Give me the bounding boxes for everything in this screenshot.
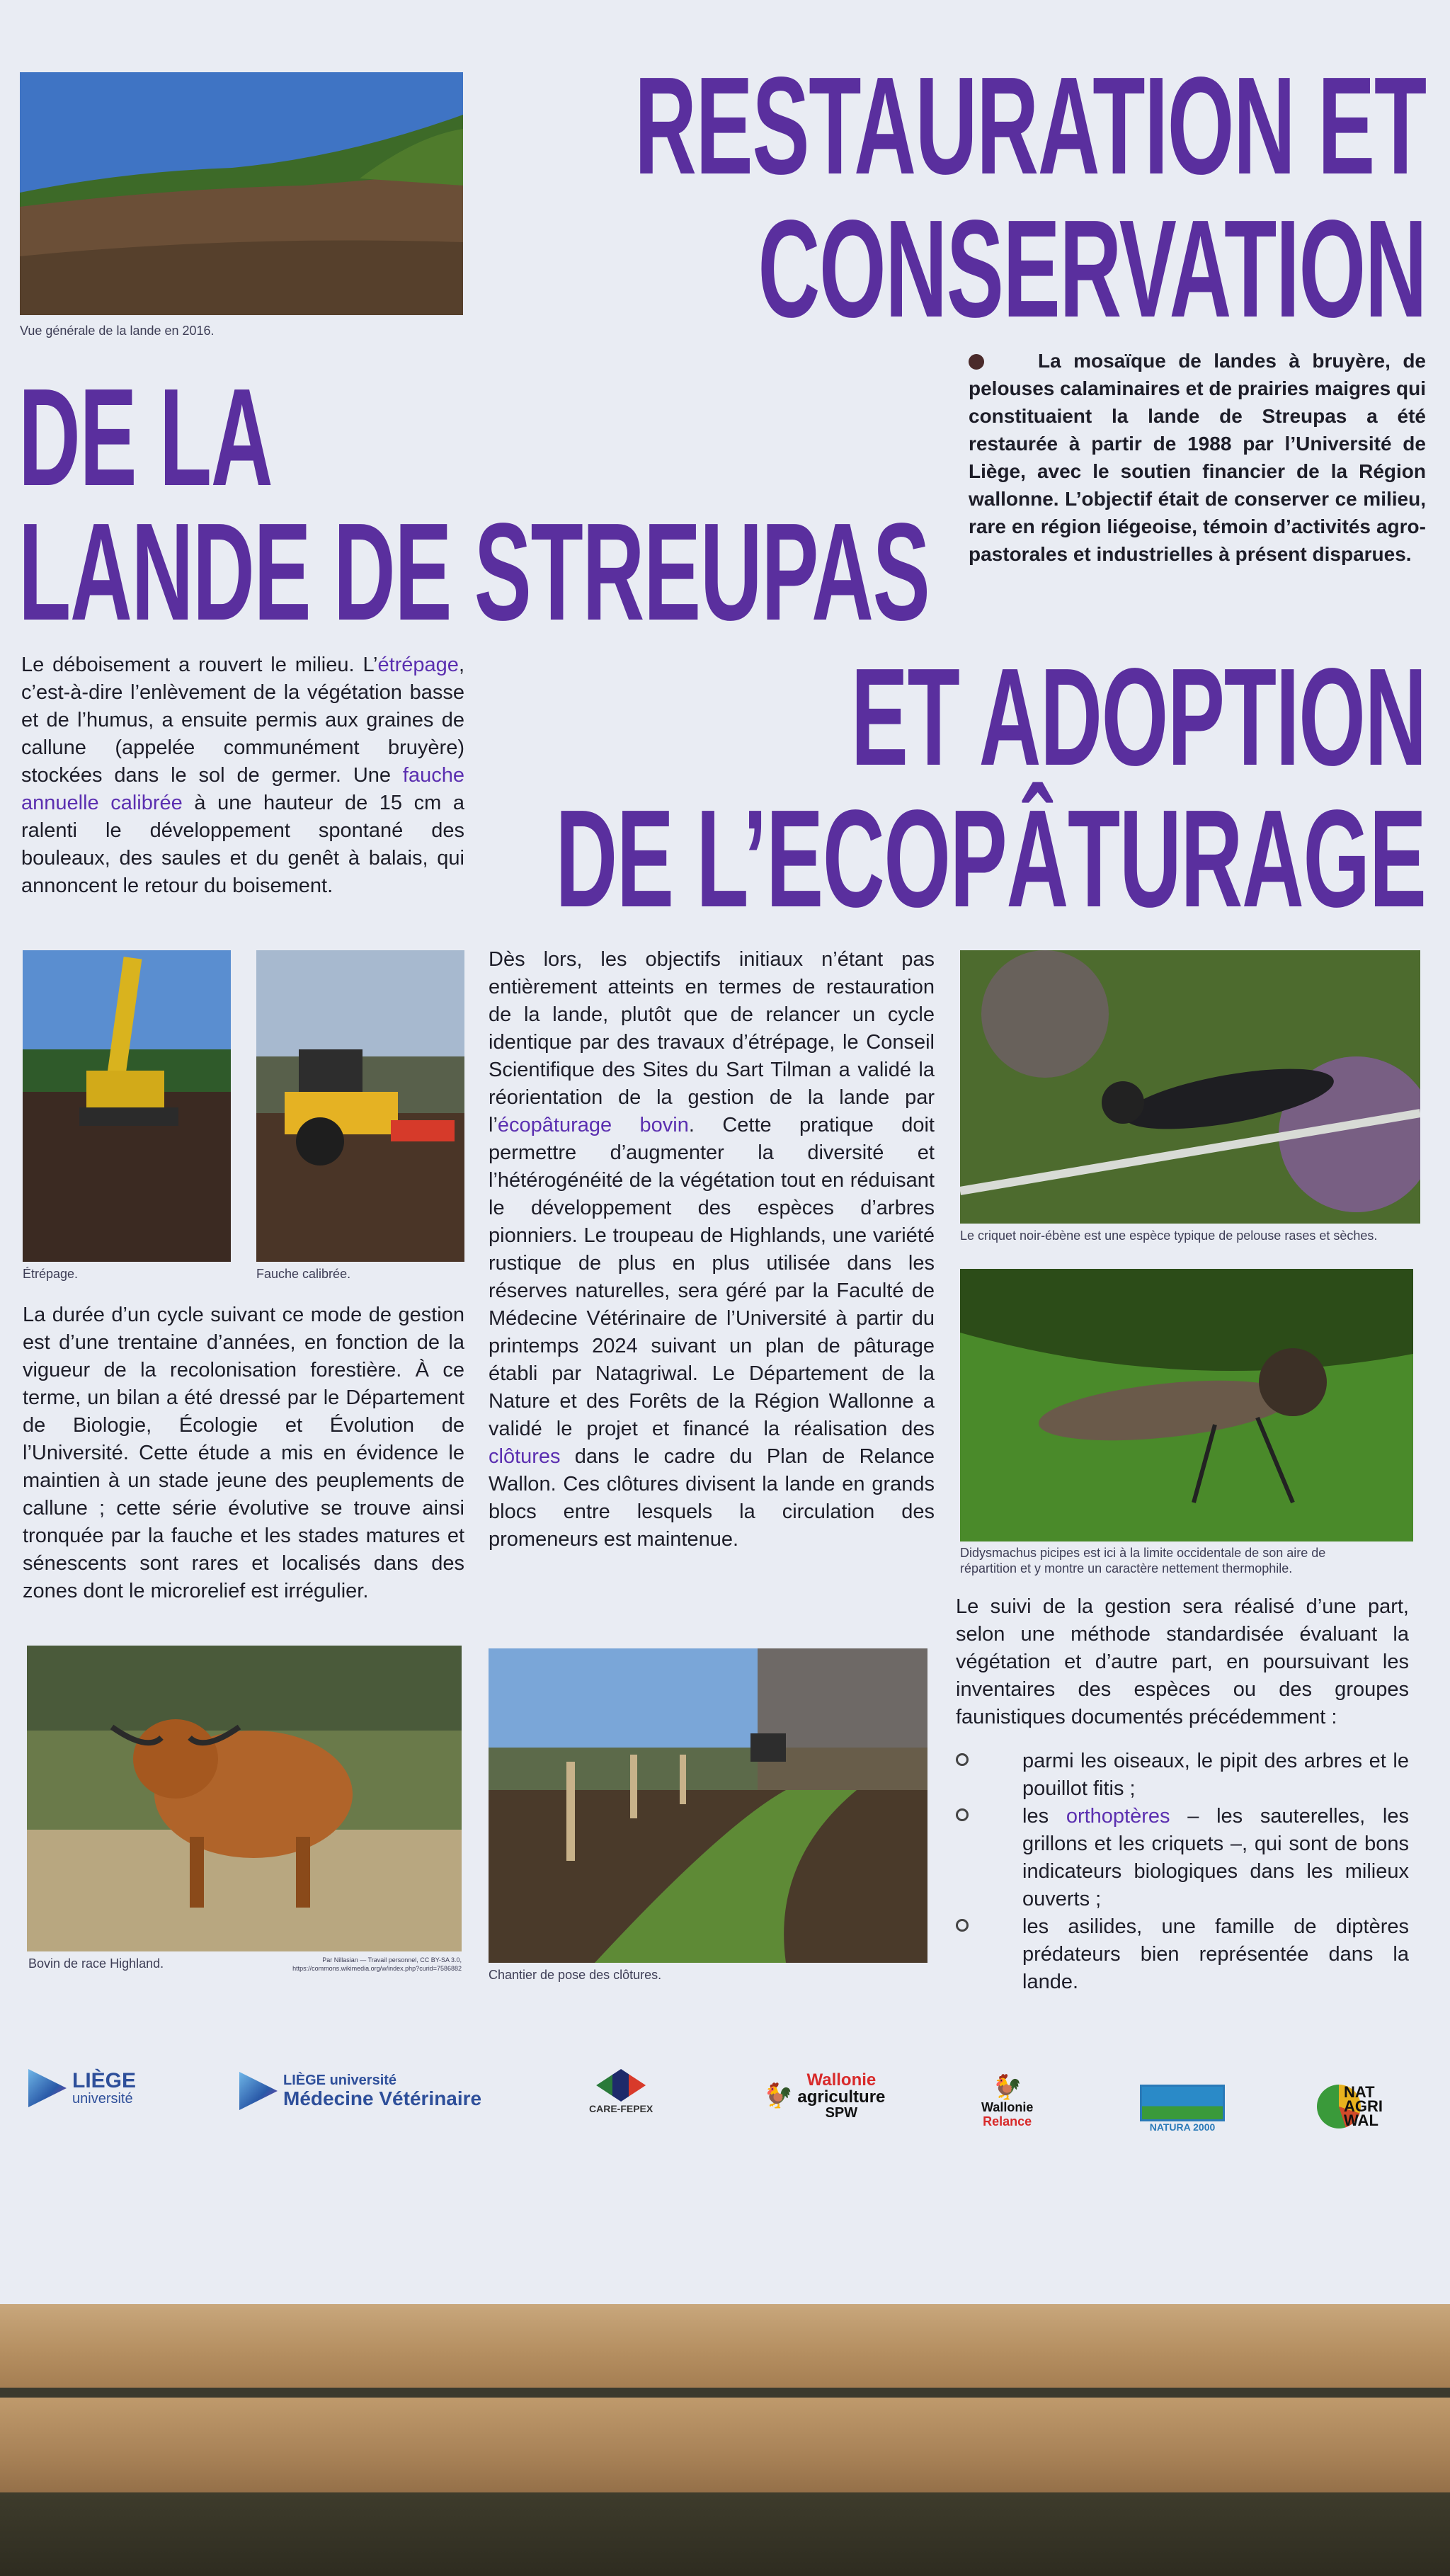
left-paragraph-2: La durée d’un cycle suivant ce mode de gestion est d’une trentaine d’années, en fonction de la vigueur de la recolonisation forestière. À ce terme, un bilan a été dressé par le Département de Biologie, Écologie et Évolution de l’Université. Cette étude a mis en évidence le maintien à un stade jeune des peuplements de callune ; cette série évolutive se trouve ainsi tronquée par la fauche et les stades matures et sénescents sont rares et localisés dans des zones dont le microrelief est irrégulier.	[23, 1304, 464, 1602]
logo-medvet-text: LIÈGE université	[283, 2073, 397, 2088]
title-line-3: DE LA	[18, 360, 273, 515]
left-p1-text-b: , c’est-à-dire l’enlèvement de la végétation basse et de l’humus, a ensuite permis aux graines de callune (appelée communément bruyère) stockées dans le sol de germer. Une	[21, 654, 464, 787]
list-item	[956, 1913, 1409, 1996]
liege-logo-icon	[28, 2069, 67, 2107]
list-item	[956, 1803, 1409, 1913]
title-line-2: CONSERVATION	[758, 191, 1426, 346]
left-p1-text-a: Le déboisement a rouvert le milieu. L’	[21, 654, 378, 676]
care-fepex-icon	[596, 2069, 646, 2102]
bullet-ring-icon	[956, 1808, 969, 1821]
logo-relance-text-1: Wallonie	[981, 2100, 1034, 2114]
middle-text-b: . Cette pratique doit permettre d’augmenter la diversité et l’hétérogénéité de la végétation tout en réduisant le développement des espèces d’arbres pionniers. Le troupeau de Highlands, une variété rustique de plus en plus utilisée dans les réserves naturelles, sera géré par la Faculté de Médecine Vétérinaire de l’Université à partir du printemps 2024 suivant un plan de pâturage établi par Natagriwal. Le Département de la Nature et des Forêts de la Région Wallonne a validé le projet et financé la réalisation des	[489, 1114, 935, 1440]
wooden-frame-top-beam	[0, 2304, 1450, 2388]
logo-medvet-sub: Médecine Vétérinaire	[283, 2087, 482, 2109]
logo-care-fepex	[589, 2069, 653, 2114]
heathland-photo-2016	[20, 72, 463, 315]
list-item-asilides: les asilides, une famille de diptères prédateurs bien représentée dans la lande.	[1022, 1915, 1409, 1993]
logo-natagriwal	[1317, 2085, 1383, 2128]
etrepage-photo	[23, 950, 231, 1262]
liege-medvet-icon	[239, 2072, 278, 2110]
natura-icon	[1140, 2085, 1225, 2121]
caption-chantier: Chantier de pose des clôtures.	[489, 1968, 662, 1982]
logo-wallonie-agriculture	[763, 2072, 885, 2120]
logo-spw-text: SPW	[825, 2105, 858, 2121]
link-fauche-annuelle[interactable]: fauche annuelle calibrée	[21, 764, 464, 814]
photo-credit-line-2[interactable]: https://commons.wikimedia.org/w/index.php?curid=7586882	[292, 1965, 462, 1972]
caption-didymachus: Didysmachus picipes est ici à la limite occidentale de son aire de répartition et y montre un caractère nettement thermophile.	[960, 1546, 1326, 1575]
caption-top-photo: Vue générale de la lande en 2016.	[20, 324, 215, 338]
logo-wal-text: WAL	[1344, 2111, 1378, 2129]
list-item-orthopteres-post: – les sauterelles, les grillons et les criquets –, qui sont de bons indicateurs biologiques dans les milieux ouverts ;	[1022, 1805, 1409, 1910]
rooster-icon: 🐓	[763, 2082, 794, 2109]
intro-paragraph: La mosaïque de landes à bruyère, de pelouses calaminaires et de prairies maigres qui constituaient la lande de Streupas a été restaurée à partir de 1988 par l’Université de Liège, avec le soutien financier de la Région wallonne. L’objectif était de conserver ce milieu, rare en région liégeoise, témoin d’activités agro-pastorales et industrielles à présent disparues.	[969, 350, 1426, 565]
link-clotures[interactable]: clôtures	[489, 1445, 561, 1468]
monitoring-list	[956, 1748, 1409, 1996]
list-item-orthopteres-pre: les	[1022, 1805, 1066, 1828]
monitoring-intro: Le suivi de la gestion sera réalisé d’une part, selon une méthode standardisée évaluant la végétation et d’autre part, en poursuivant les inventaires des espèces ou des groupes faunistiques documentés précédemment :	[956, 1595, 1409, 1728]
fence-construction-photo	[489, 1648, 927, 1963]
relance-rooster-icon: 🐓	[992, 2074, 1022, 2101]
highland-cow-photo	[27, 1646, 462, 1951]
logo-agriculture-text: agriculture	[797, 2087, 886, 2107]
list-item-birds: parmi les oiseaux, le pipit des arbres et le pouillot fitis ;	[1022, 1750, 1409, 1800]
photo-credit-line-1: Par Nillasian — Travail personnel, CC BY-SA 3.0,	[322, 1956, 462, 1964]
logo-nat-text: NAT	[1344, 2083, 1375, 2101]
middle-text-c: dans le cadre du Plan de Relance Wallon. Ces clôtures divisent la lande en grands blocs entre lesquels la circulation des promeneurs est maintenue.	[489, 1445, 935, 1551]
didymachus-photo	[960, 1269, 1413, 1541]
link-ecopaturage-bovin[interactable]: écopâturage bovin	[497, 1114, 689, 1136]
caption-etrepage: Étrépage.	[23, 1267, 79, 1281]
list-item-orthopteres	[1022, 1803, 1409, 1913]
ground	[0, 2492, 1450, 2576]
caption-bovin: Bovin de race Highland.	[28, 1956, 164, 1971]
wooden-frame-bottom-beam	[0, 2398, 1450, 2494]
logo-liege-medvet	[239, 2072, 481, 2110]
logo-natura-text: NATURA 2000	[1149, 2121, 1216, 2133]
left-p1-text-c: à une hauteur de 15 cm a ralenti le développement spontané des bouleaux, des saules et du genêt à balais, qui annoncent le retour du boisement.	[21, 792, 464, 897]
logo-wallonie-relance	[981, 2075, 1033, 2128]
title-line-5: ET ADOPTION	[850, 639, 1426, 794]
title-line-4: LANDE DE STREUPAS	[18, 494, 930, 649]
caption-fauche: Fauche calibrée.	[256, 1267, 351, 1281]
bullet-ring-icon	[956, 1919, 969, 1932]
logo-agri-text: AGRI	[1344, 2097, 1383, 2115]
caption-criquet: Le criquet noir-ébène est une espèce typique de pelouse rases et sèches.	[960, 1229, 1378, 1243]
logo-liege-text: LIÈGE	[72, 2069, 137, 2092]
logo-wallonie-text: Wallonie	[806, 2070, 877, 2090]
fauche-photo	[256, 950, 464, 1262]
link-etrepage[interactable]: étrépage	[377, 654, 459, 676]
criquet-photo	[960, 950, 1420, 1224]
logo-liege-universite	[28, 2069, 136, 2107]
logo-natura-2000	[1140, 2085, 1225, 2133]
logo-care-text: CARE-FEPEX	[589, 2103, 653, 2114]
logo-liege-sub: université	[72, 2091, 133, 2107]
title-line-1: RESTAURATION ET	[634, 48, 1426, 203]
middle-text-a: Dès lors, les objectifs initiaux n’étant pas entièrement atteints en termes de restauration de la lande, plutôt que de relancer un cycle identique par des travaux d’étrépage, le Conseil Scientifique des Sites du Sart Tilman a validé la réorientation de la gestion de la lande par l’	[489, 948, 935, 1136]
middle-paragraph	[489, 946, 935, 1554]
title-line-6: DE L’ECOPÂTURAGE	[555, 781, 1426, 936]
photo-credit	[269, 1956, 462, 1973]
list-item	[956, 1748, 1409, 1803]
left-paragraph-1	[21, 651, 464, 900]
link-orthopteres[interactable]: orthoptères	[1066, 1805, 1170, 1828]
bullet-ring-icon	[956, 1753, 969, 1766]
logo-relance-text-2: Relance	[983, 2114, 1032, 2128]
